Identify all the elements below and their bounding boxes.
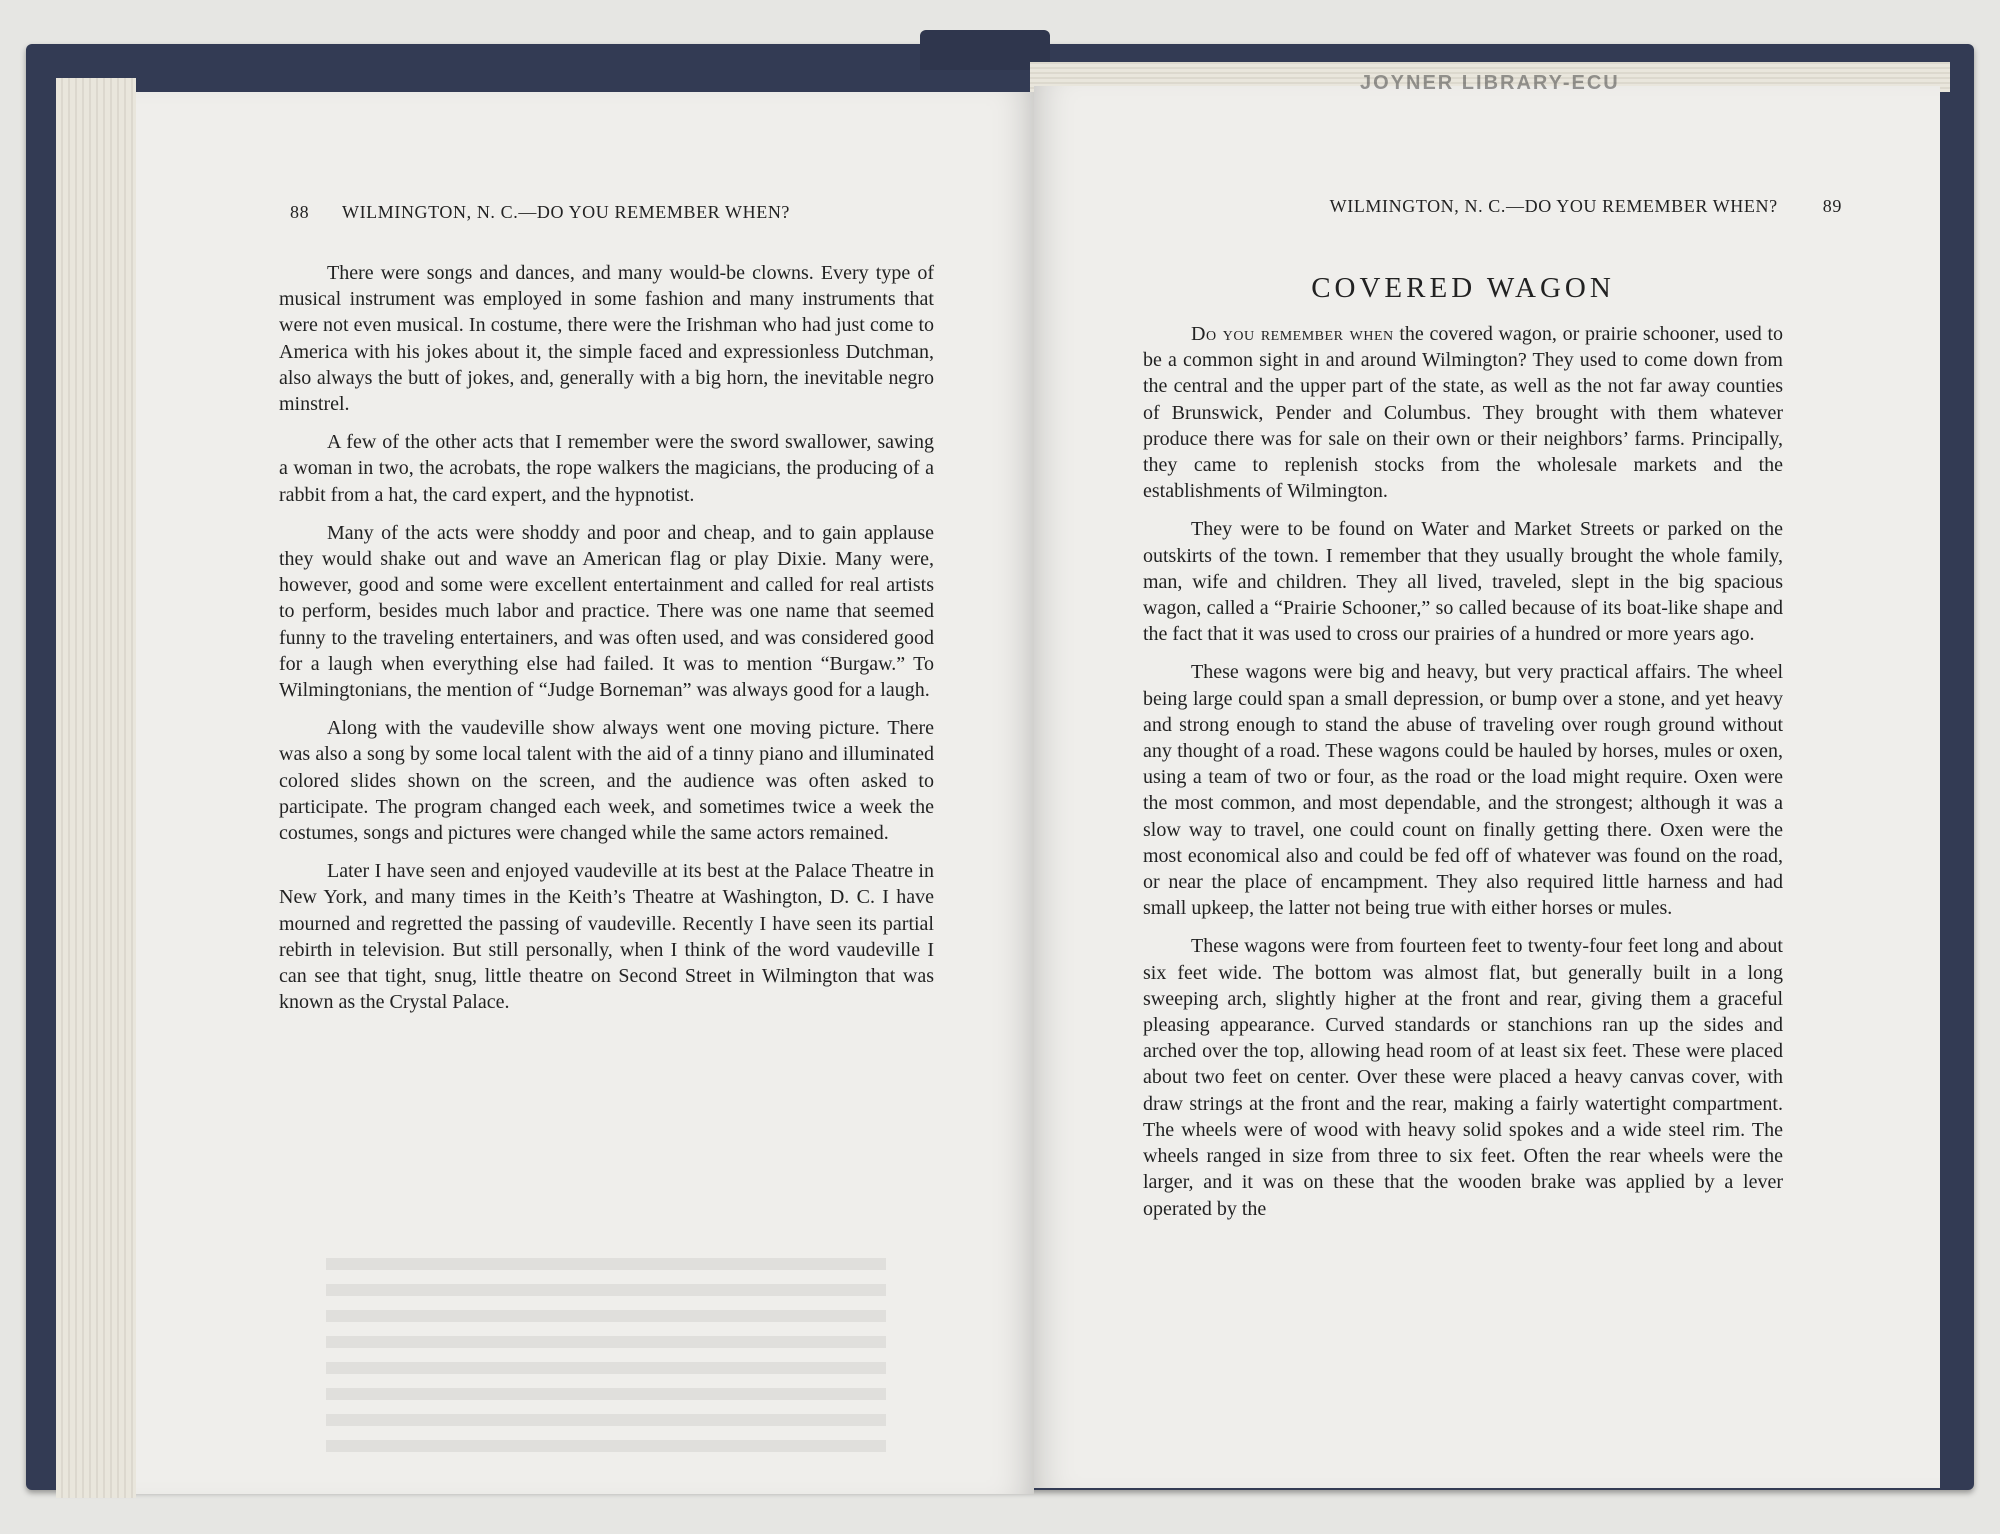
chapter-title: COVERED WAGON <box>1311 272 1615 304</box>
paragraph-rest: the covered wagon, or prairie schooner, used to be a common sight in and around Wilmington? They used to come down from the central and the upper part of the state, as well as the not far away counties of Brunswick, Pender and Columbus. They brought with them whatever produce there was for sale on their own or their neighbors’ farms. Principally, they came to replenish stocks from the wholesale markets and the establishments of Wilmington. <box>1143 323 1783 503</box>
paragraph-lead: Do you remember when <box>1191 323 1394 345</box>
right-running-head-text: WILMINGTON, N. C.—DO YOU REMEMBER WHEN? <box>1329 196 1778 216</box>
paragraph: They were to be found on Water and Market Streets or parked on the outskirts of the town. I remember that they usually brought the whole family, man, wife and children. They all lived, traveled, slept in the big spacious wagon, called a “Prairie Schooner,” so called because of its boat-like shape and the fact that it was used to cross our prairies of a hundred or more years ago. <box>1143 518 1783 646</box>
paragraph: These wagons were big and heavy, but very practical affairs. The wheel being large could span a small depression, or bump over a stone, and yet heavy and strong enough to stand the abuse of traveling over rough ground without any thought of a road. These wagons could be hauled by horses, mules or oxen, using a team of two or four, as the road or the load might require. Oxen were the most common, and most dependable, and the strongest; although it was a slow way to travel, one could count on finally getting there. Oxen were the most economical also and could be fed off of whatever was found on the road, or near the place of encampment. They also required little harness and had small upkeep, the latter not being true with either horses or mules. <box>1143 661 1783 920</box>
right-running-head <box>1214 196 1842 217</box>
left-running-head <box>290 202 910 223</box>
right-body-text <box>1143 321 1783 1234</box>
paragraph: Along with the vaudeville show always went one moving picture. There was also a song by some local talent with the aid of a tinny piano and illuminated colored slides shown on the screen, and the audience was often asked to participate. The program changed each week, and sometimes twice a week the costumes, songs and pictures were changed while the same actors remained. <box>279 717 934 845</box>
paragraph: Later I have seen and enjoyed vaudeville at its best at the Palace Theatre in New York, and many times in the Keith’s Theatre at Washington, D. C. I have mourned and regretted the passing of vaudeville. Recently I have seen its partial rebirth in television. But still personally, when I think of the word vaudeville I can see that tight, snug, little theatre on Second Street in Wilmington that was known as the Crystal Palace. <box>279 860 934 1014</box>
left-page-number: 88 <box>290 202 310 222</box>
paragraph <box>1143 321 1783 504</box>
show-through-text <box>326 1252 886 1452</box>
right-page-number: 89 <box>1822 196 1842 216</box>
paragraph: These wagons were from fourteen feet to twenty-four feet long and about six feet wide. The bottom was almost flat, but generally built in a long sweeping arch, slightly higher at the front and rear, giving them a graceful pleasing appearance. Curved standards or stanchions ran up the sides and arched over the top, allowing head room of at least six feet. These were placed about two feet on center. Over these were placed a heavy canvas cover, with draw strings at the front and the rear, making a fairly watertight compartment. The wheels were of wood with heavy solid spokes and a wide steel rim. The wheels ranged in size from three to six feet. Often the rear wheels were the larger, and it was on these that the wooden brake was applied by a lever operated by the <box>1143 935 1783 1220</box>
right-page <box>1034 86 1940 1488</box>
page-edges-left <box>56 78 136 1498</box>
left-page <box>136 92 1034 1494</box>
paragraph: Many of the acts were shoddy and poor and cheap, and to gain applause they would shake out and wave an American flag or play Dixie. Many were, however, good and some were excellent entertainment and called for real artists to perform, besides much labor and practice. There was one name that seemed funny to the traveling entertainers, and was often used, and was considered good for a laugh when everything else had failed. It was to mention “Burgaw.” To Wilmingtonians, the mention of “Judge Borneman” was always good for a laugh. <box>279 521 934 702</box>
left-body-text <box>279 260 934 1027</box>
paragraph: A few of the other acts that I remember were the sword swallower, sawing a woman in two, the acrobats, the rope walkers the magicians, the producing of a rabbit from a hat, the card expert, and the hypnotist. <box>279 431 934 506</box>
library-stamp: JOYNER LIBRARY-ECU <box>1360 72 1620 94</box>
left-running-head-text: WILMINGTON, N. C.—DO YOU REMEMBER WHEN? <box>341 202 791 222</box>
paragraph: There were songs and dances, and many would-be clowns. Every type of musical instrument was employed in some fashion and many instruments that were not even musical. In costume, there were the Irishman who had just come to America with his jokes about it, the simple faced and expressionless Dutchman, also always the butt of jokes, and, generally with a big horn, the inevitable negro minstrel. <box>279 262 934 416</box>
